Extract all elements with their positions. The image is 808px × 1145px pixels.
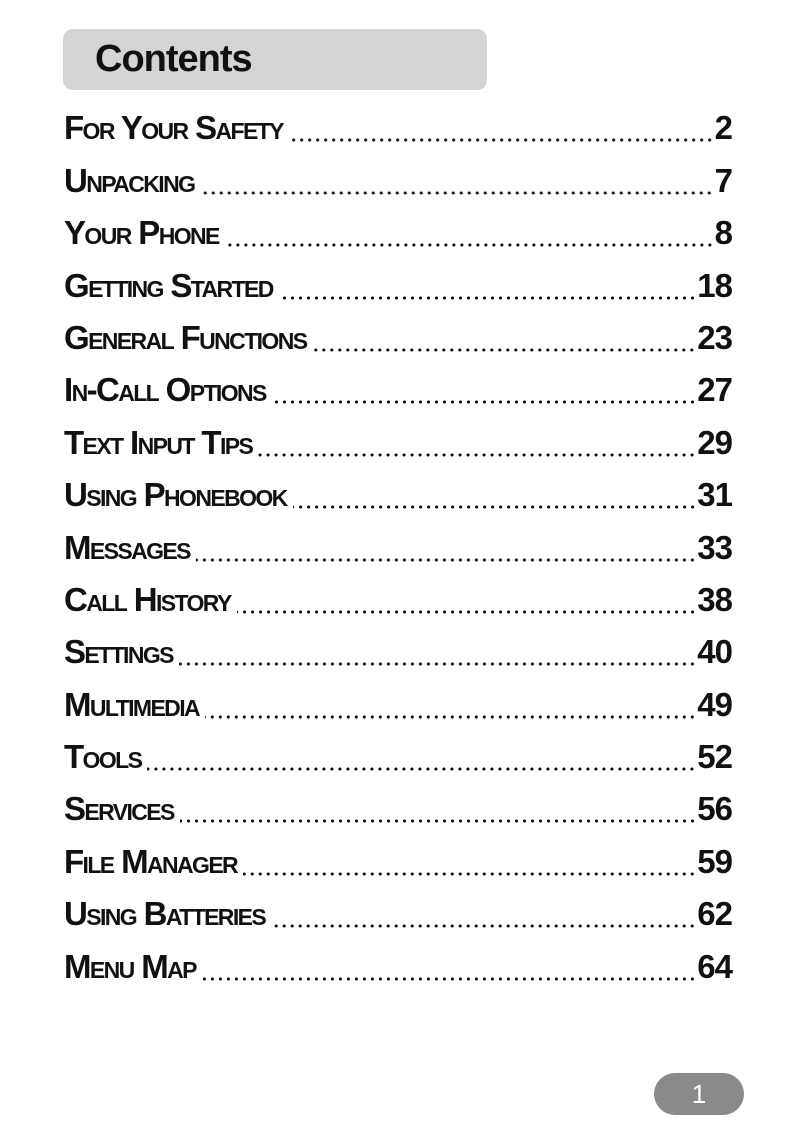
toc-entry[interactable] (64, 886, 732, 938)
toc-entry-page: 33 (697, 528, 732, 566)
toc-entry-title: Tools (64, 738, 142, 776)
toc-entry-title: Unpacking (64, 161, 195, 199)
dot-leader (243, 872, 696, 876)
toc-entry-page: 31 (697, 476, 732, 514)
dot-leader (205, 715, 696, 719)
toc-entry-page: 27 (697, 371, 732, 409)
toc-entry-page: 59 (697, 842, 732, 880)
toc-entry-title: Settings (64, 633, 173, 671)
toc-entry-title: Using Phonebook (64, 476, 287, 514)
toc-entry-title: Messages (64, 528, 190, 566)
table-of-contents (64, 100, 732, 991)
dot-leader (200, 191, 713, 195)
page-title: Contents (95, 38, 252, 80)
toc-entry[interactable] (64, 833, 732, 885)
page-number-badge (654, 1073, 744, 1115)
toc-entry-page: 49 (697, 685, 732, 723)
toc-entry-title: Text Input Tips (64, 423, 253, 461)
toc-entry-title: Menu Map (64, 947, 196, 985)
toc-entry-title: General Functions (64, 318, 307, 356)
toc-entry-title: Getting Started (64, 266, 273, 304)
toc-entry-page: 38 (697, 580, 732, 618)
toc-entry[interactable] (64, 310, 732, 362)
toc-entry-page: 8 (714, 214, 732, 252)
toc-entry-page: 40 (697, 633, 732, 671)
dot-leader (271, 924, 696, 928)
toc-entry-title: In-Call Options (64, 371, 266, 409)
toc-entry-page: 56 (697, 790, 732, 828)
dot-leader (293, 505, 697, 509)
toc-entry-title: Your Phone (64, 214, 219, 252)
toc-entry-page: 7 (714, 161, 732, 199)
toc-entry[interactable] (64, 519, 732, 571)
dot-leader (312, 348, 696, 352)
dot-leader (225, 243, 714, 247)
dot-leader (202, 977, 696, 981)
toc-entry[interactable] (64, 676, 732, 728)
page-number: 1 (691, 1078, 707, 1109)
dot-leader (180, 819, 697, 823)
toc-entry-page: 2 (714, 109, 732, 147)
toc-entry[interactable] (64, 624, 732, 676)
toc-entry-page: 64 (697, 947, 732, 985)
dot-leader (196, 558, 696, 562)
toc-entry[interactable] (64, 152, 732, 204)
toc-entry[interactable] (64, 572, 732, 624)
contents-header (63, 29, 487, 90)
toc-entry-page: 62 (697, 895, 732, 933)
dot-leader (279, 296, 697, 300)
dot-leader (237, 610, 697, 614)
toc-entry-title: Call History (64, 580, 231, 618)
toc-entry-title: For Your Safety (64, 109, 283, 147)
toc-entry[interactable] (64, 362, 732, 414)
toc-entry[interactable] (64, 100, 732, 152)
toc-entry[interactable] (64, 414, 732, 466)
dot-leader (147, 767, 696, 771)
toc-entry-page: 52 (697, 738, 732, 776)
dot-leader (179, 662, 696, 666)
toc-entry-page: 18 (697, 266, 732, 304)
toc-entry[interactable] (64, 257, 732, 309)
toc-entry-title: Services (64, 790, 174, 828)
toc-entry[interactable] (64, 467, 732, 519)
toc-entry-page: 23 (697, 318, 732, 356)
dot-leader (272, 400, 697, 404)
toc-entry[interactable] (64, 938, 732, 990)
toc-entry-title: File Manager (64, 842, 238, 880)
toc-entry-title: Using Batteries (64, 895, 266, 933)
toc-entry-page: 29 (697, 423, 732, 461)
dot-leader (258, 453, 696, 457)
toc-entry[interactable] (64, 781, 732, 833)
toc-entry[interactable] (64, 205, 732, 257)
dot-leader (289, 138, 714, 142)
toc-entry[interactable] (64, 729, 732, 781)
toc-entry-title: Multimedia (64, 685, 199, 723)
